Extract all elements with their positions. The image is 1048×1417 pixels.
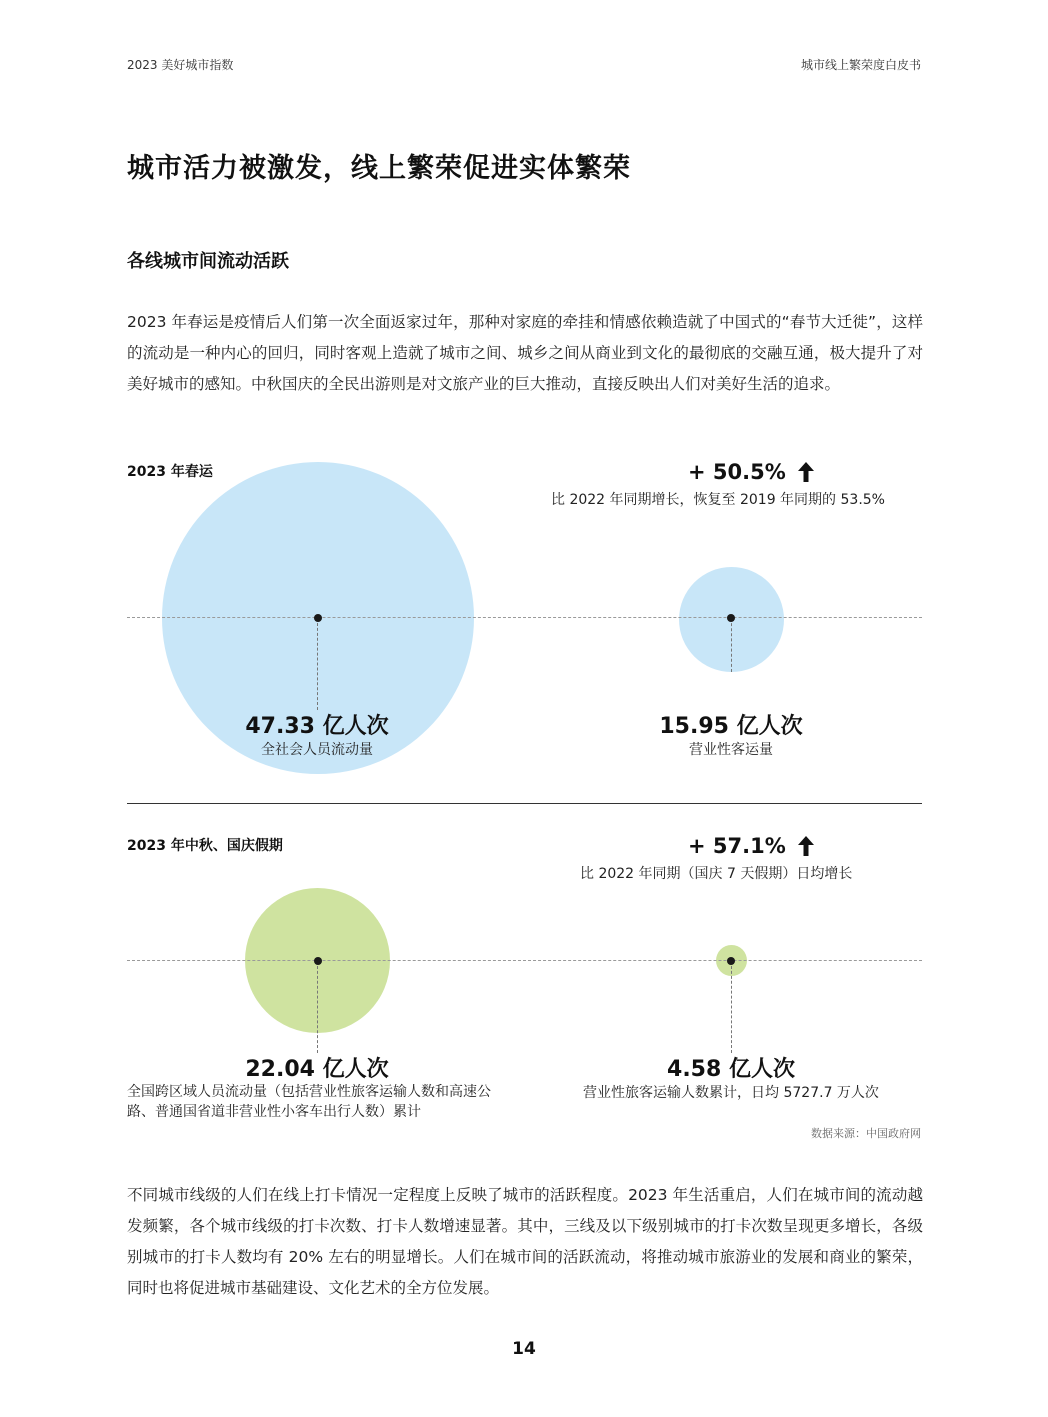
autumn-right-value: 4.58 亿人次 — [667, 1057, 795, 1082]
page-number: 14 — [512, 1339, 536, 1359]
autumn-right-dot — [727, 957, 735, 965]
data-source: 数据来源：中国政府网 — [811, 1127, 921, 1140]
autumn-left-caption: 全国跨区域人员流动量（包括营业性旅客运输人数和高速公路、普通国省道非营业性小客车出行人数）累计 — [127, 1084, 491, 1120]
spring-left-value: 47.33 亿人次 — [245, 714, 389, 739]
autumn-growth-note: 比 2022 年同期（国庆 7 天假期）日均增长 — [580, 866, 853, 882]
arrow-up-icon — [796, 834, 816, 858]
spring-growth-note: 比 2022 年同期增长，恢复至 2019 年同期的 53.5% — [551, 492, 885, 508]
arrow-up-icon — [796, 460, 816, 484]
spring-right-dot — [727, 614, 735, 622]
header-left: 2023 美好城市指数 — [127, 58, 234, 72]
autumn-left-dot — [314, 957, 322, 965]
spring-label: 2023 年春运 — [127, 464, 213, 480]
header-right: 城市线上繁荣度白皮书 — [800, 58, 921, 72]
spring-axis-line — [127, 617, 922, 618]
closing-paragraph: 不同城市线级的人们在线上打卡情况一定程度上反映了城市的活跃程度。2023 年生活重启，人们在城市间的流动越发频繁，各个城市线级的打卡次数、打卡人数增速显著。其中，三线及以下级别城市的打卡次数呈现更多增长，各级别城市的打卡人数均有 20% 左右的明显增长。人们在城市间的活跃流动，将推动城市旅游业的发展和商业的繁荣，同时也将促进城市基础建设、文化艺术的全方位发展。 — [127, 1186, 923, 1297]
page-title: 城市活力被激发，线上繁荣促进实体繁荣 — [127, 153, 631, 184]
autumn-growth — [688, 834, 816, 858]
section-divider — [127, 803, 922, 804]
spring-right-value: 15.95 亿人次 — [659, 714, 803, 739]
spring-growth — [688, 460, 816, 484]
autumn-right-leader — [731, 961, 732, 1053]
autumn-left-leader — [317, 961, 318, 1053]
autumn-right-caption: 营业性旅客运输人数累计，日均 5727.7 万人次 — [583, 1085, 879, 1101]
spring-left-leader — [317, 618, 318, 710]
autumn-left-value: 22.04 亿人次 — [245, 1057, 389, 1082]
autumn-label: 2023 年中秋、国庆假期 — [127, 838, 283, 854]
autumn-growth-value: + 57.1% — [688, 834, 786, 858]
spring-left-dot — [314, 614, 322, 622]
spring-right-caption: 营业性客运量 — [689, 742, 773, 758]
intro-paragraph: 2023 年春运是疫情后人们第一次全面返家过年，那种对家庭的牵挂和情感依赖造就了中国式的“春节大迁徙”，这样的流动是一种内心的回归，同时客观上造就了城市之间、城乡之间从商业到文化的最彻底的交融互通，极大提升了对美好城市的感知。中秋国庆的全民出游则是对文旅产业的巨大推动，直接反映出人们对美好生活的追求。 — [127, 313, 923, 393]
autumn-axis-line — [127, 960, 922, 961]
spring-left-caption: 全社会人员流动量 — [261, 742, 373, 758]
section-subtitle: 各线城市间流动活跃 — [127, 251, 289, 272]
spring-growth-value: + 50.5% — [688, 460, 786, 484]
spring-right-leader — [731, 618, 732, 672]
